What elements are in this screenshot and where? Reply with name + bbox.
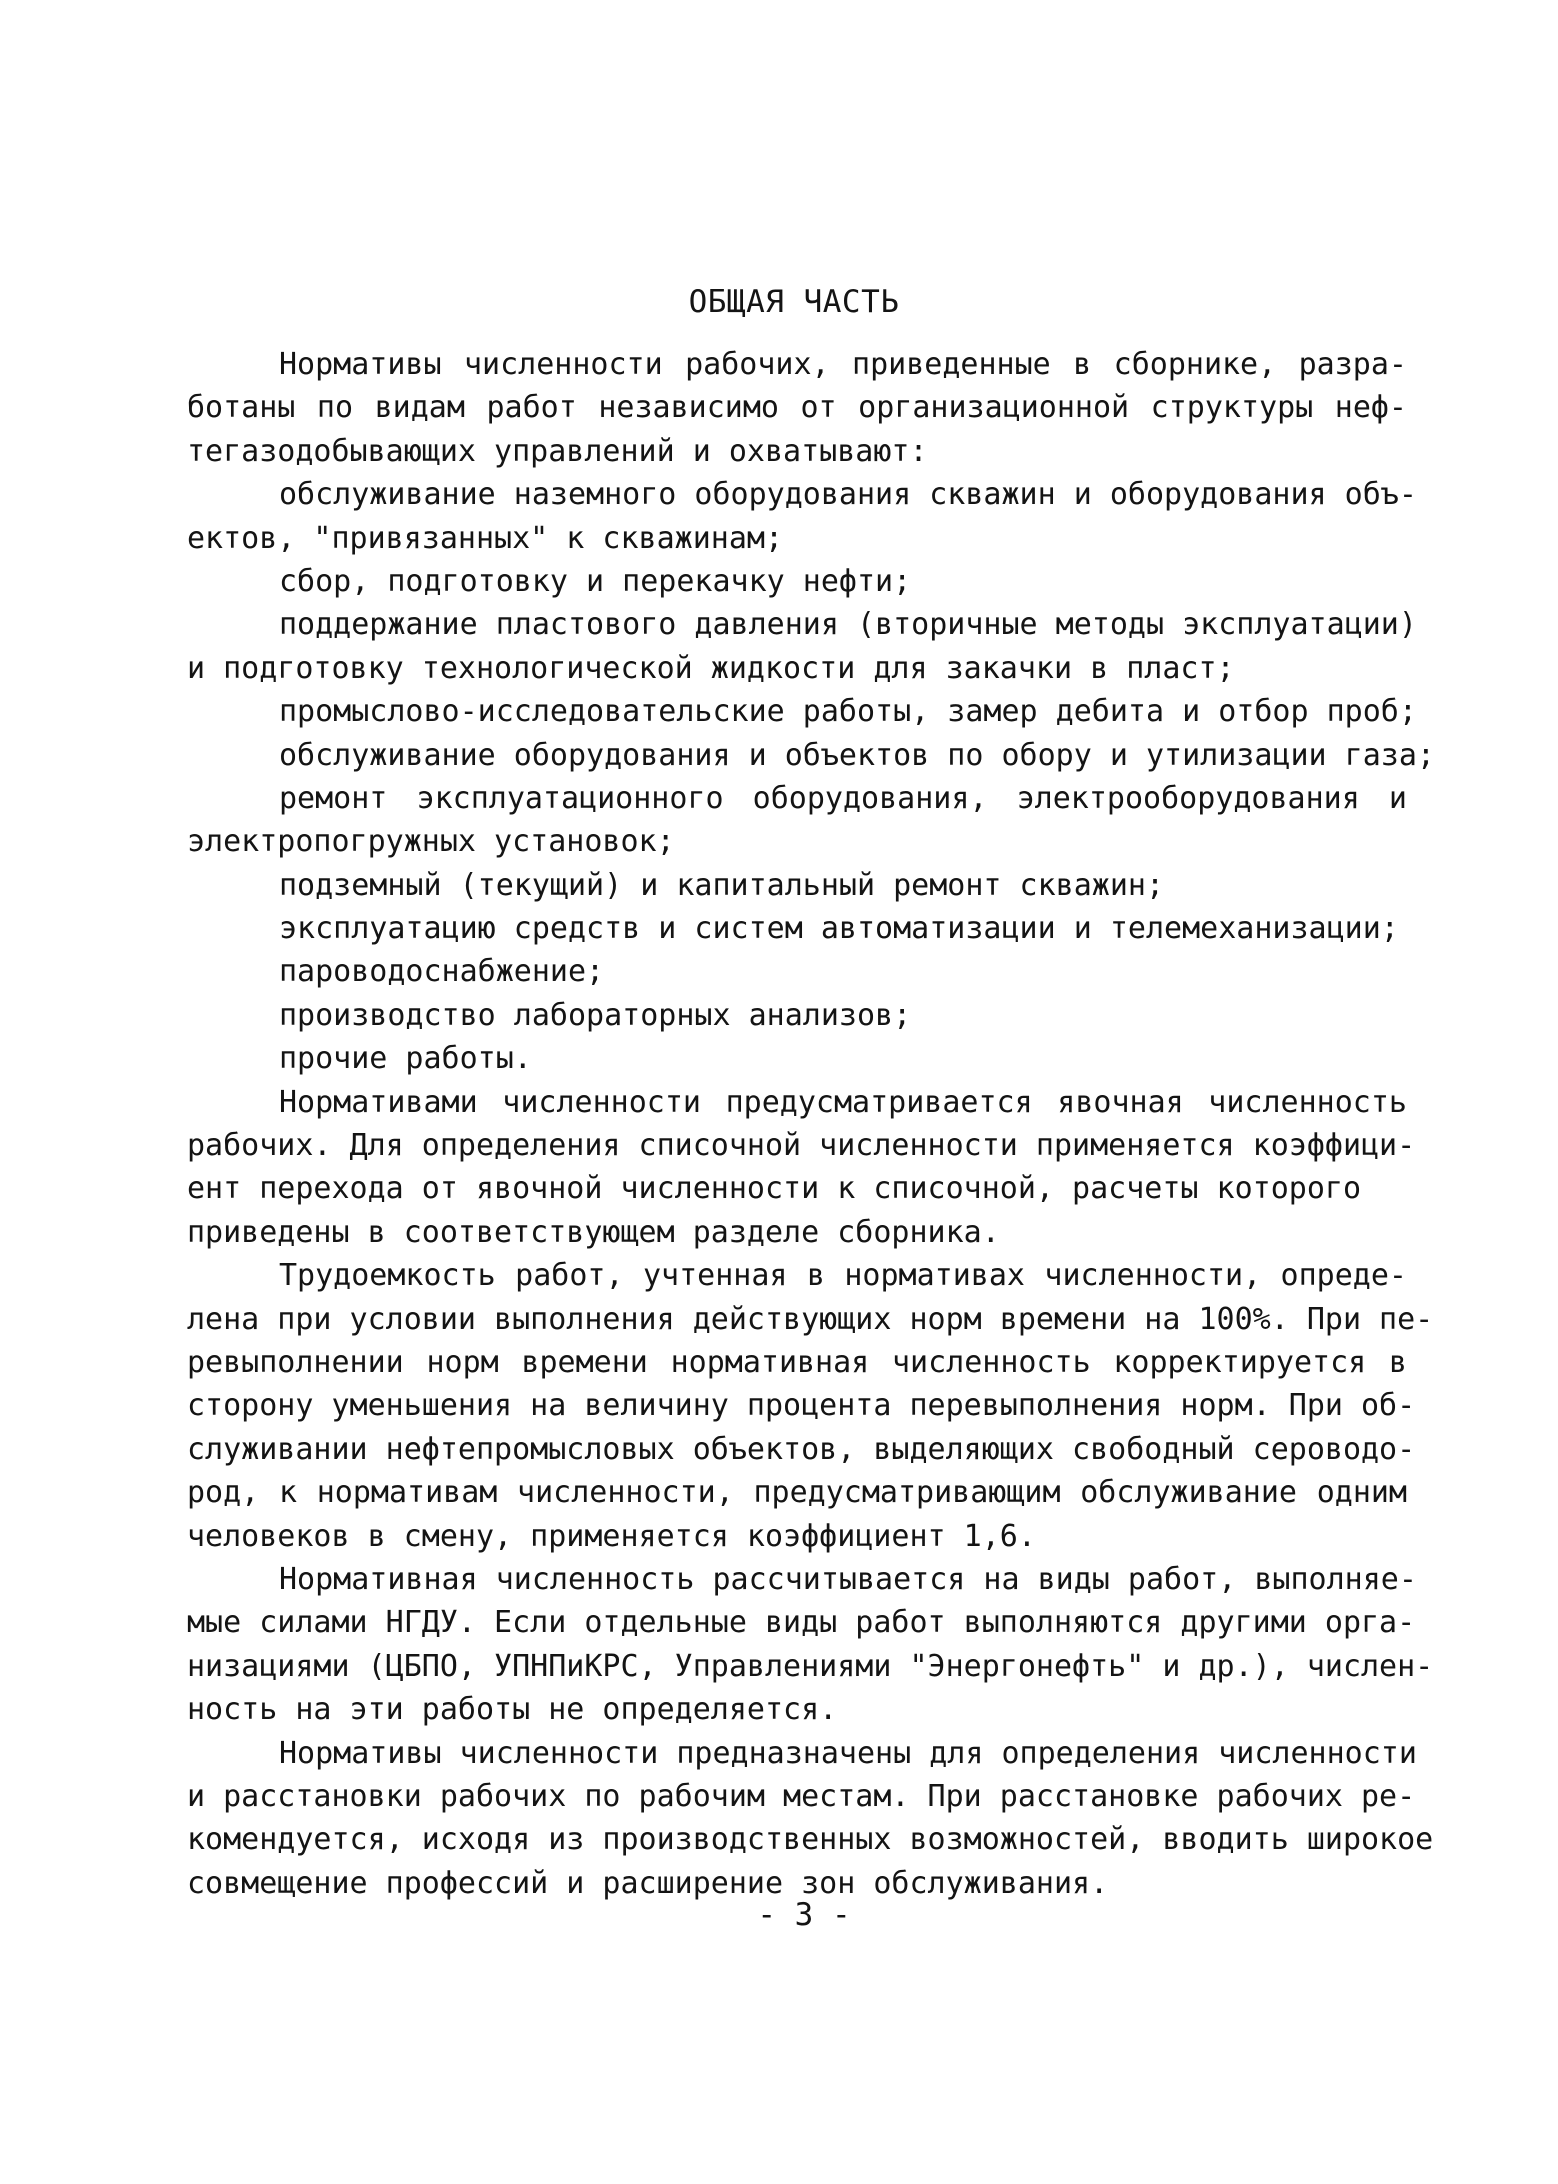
text-line: пароводоснабжение; xyxy=(279,954,605,990)
text-line: сбор, подготовку и перекачку нефти; xyxy=(279,563,912,599)
text-line: приведены в соответствующем разделе сборника. xyxy=(187,1214,1000,1250)
text-line: и подготовку технологической жидкости для закачки в пласт; xyxy=(187,650,1235,686)
text-line: подземный (текущий) и капитальный ремонт скважин; xyxy=(279,867,1165,903)
text-line: рабочих. Для определения списочной численности применяется коэффици- xyxy=(187,1128,1416,1164)
text-line: человеков в смену, применяется коэффициент 1,6. xyxy=(187,1518,1036,1554)
text-line: промыслово-исследовательские работы, замер дебита и отбор проб; xyxy=(279,694,1417,730)
text-line: совмещение профессий и расширение зон обслуживания. xyxy=(187,1865,1109,1901)
text-line: Нормативы численности предназначены для определения численности xyxy=(279,1735,1417,1771)
text-line: Нормативы численности рабочих, приведенные в сборнике, разра- xyxy=(279,347,1407,382)
body-text xyxy=(187,343,1435,1905)
text-line: мые силами НГДУ. Если отдельные виды работ выполняются другими орга- xyxy=(187,1605,1416,1641)
text-line: обслуживание оборудования и объектов по обору и утилизации газа; xyxy=(279,737,1435,773)
text-line: ревыполнении норм времени нормативная численность корректируется в xyxy=(187,1344,1407,1380)
text-line: лена при условии выполнения действующих норм времени на 100%. При пе- xyxy=(187,1301,1434,1337)
text-line: служивании нефтепромысловых объектов, выделяющих свободный сероводо- xyxy=(187,1431,1416,1467)
text-line: электропогружных установок; xyxy=(187,824,675,860)
text-line: Трудоемкость работ, учтенная в нормативах численности, опреде- xyxy=(279,1258,1407,1294)
text-line: Нормативная численность рассчитывается на виды работ, выполняе- xyxy=(279,1561,1417,1597)
text-line: и расстановки рабочих по рабочим местам. При расстановке рабочих ре- xyxy=(187,1778,1416,1814)
text-line: прочие работы. xyxy=(279,1041,532,1077)
text-line: производство лабораторных анализов; xyxy=(279,997,912,1033)
text-line: обслуживание наземного оборудования скважин и оборудования объ- xyxy=(279,477,1417,513)
text-line: сторону уменьшения на величину процента перевыполнения норм. При об- xyxy=(187,1388,1416,1424)
text-line: комендуется, исходя из производственных возможностей, вводить широкое xyxy=(187,1822,1434,1858)
text-line: поддержание пластового давления (вторичные методы эксплуатации) xyxy=(279,607,1417,643)
text-line: ент перехода от явочной численности к списочной, расчеты которого xyxy=(187,1171,1361,1207)
text-line: род, к нормативам численности, предусматривающим обслуживание одним xyxy=(187,1475,1407,1511)
text-line: ремонт эксплуатационного оборудования, электрооборудования и xyxy=(279,780,1407,816)
text-line: Нормативами численности предусматривается явочная численность xyxy=(279,1084,1407,1120)
text-line: ектов, "привязанных" к скважинам; xyxy=(187,520,784,556)
text-line: низациями (ЦБПО, УПНПиКРС, Управлениями "Энергонефть" и др.), числен- xyxy=(187,1648,1434,1684)
text-line: эксплуатацию средств и систем автоматизации и телемеханизации; xyxy=(279,911,1399,947)
text-line: тегазодобывающих управлений и охватывают: xyxy=(187,433,928,469)
text-line: ботаны по видам работ независимо от организационной структуры неф- xyxy=(187,390,1407,426)
text-line: ность на эти работы не определяется. xyxy=(187,1692,838,1728)
page-title: ОБЩАЯ ЧАСТЬ xyxy=(688,284,900,320)
page-number: - 3 - xyxy=(757,1897,851,1933)
